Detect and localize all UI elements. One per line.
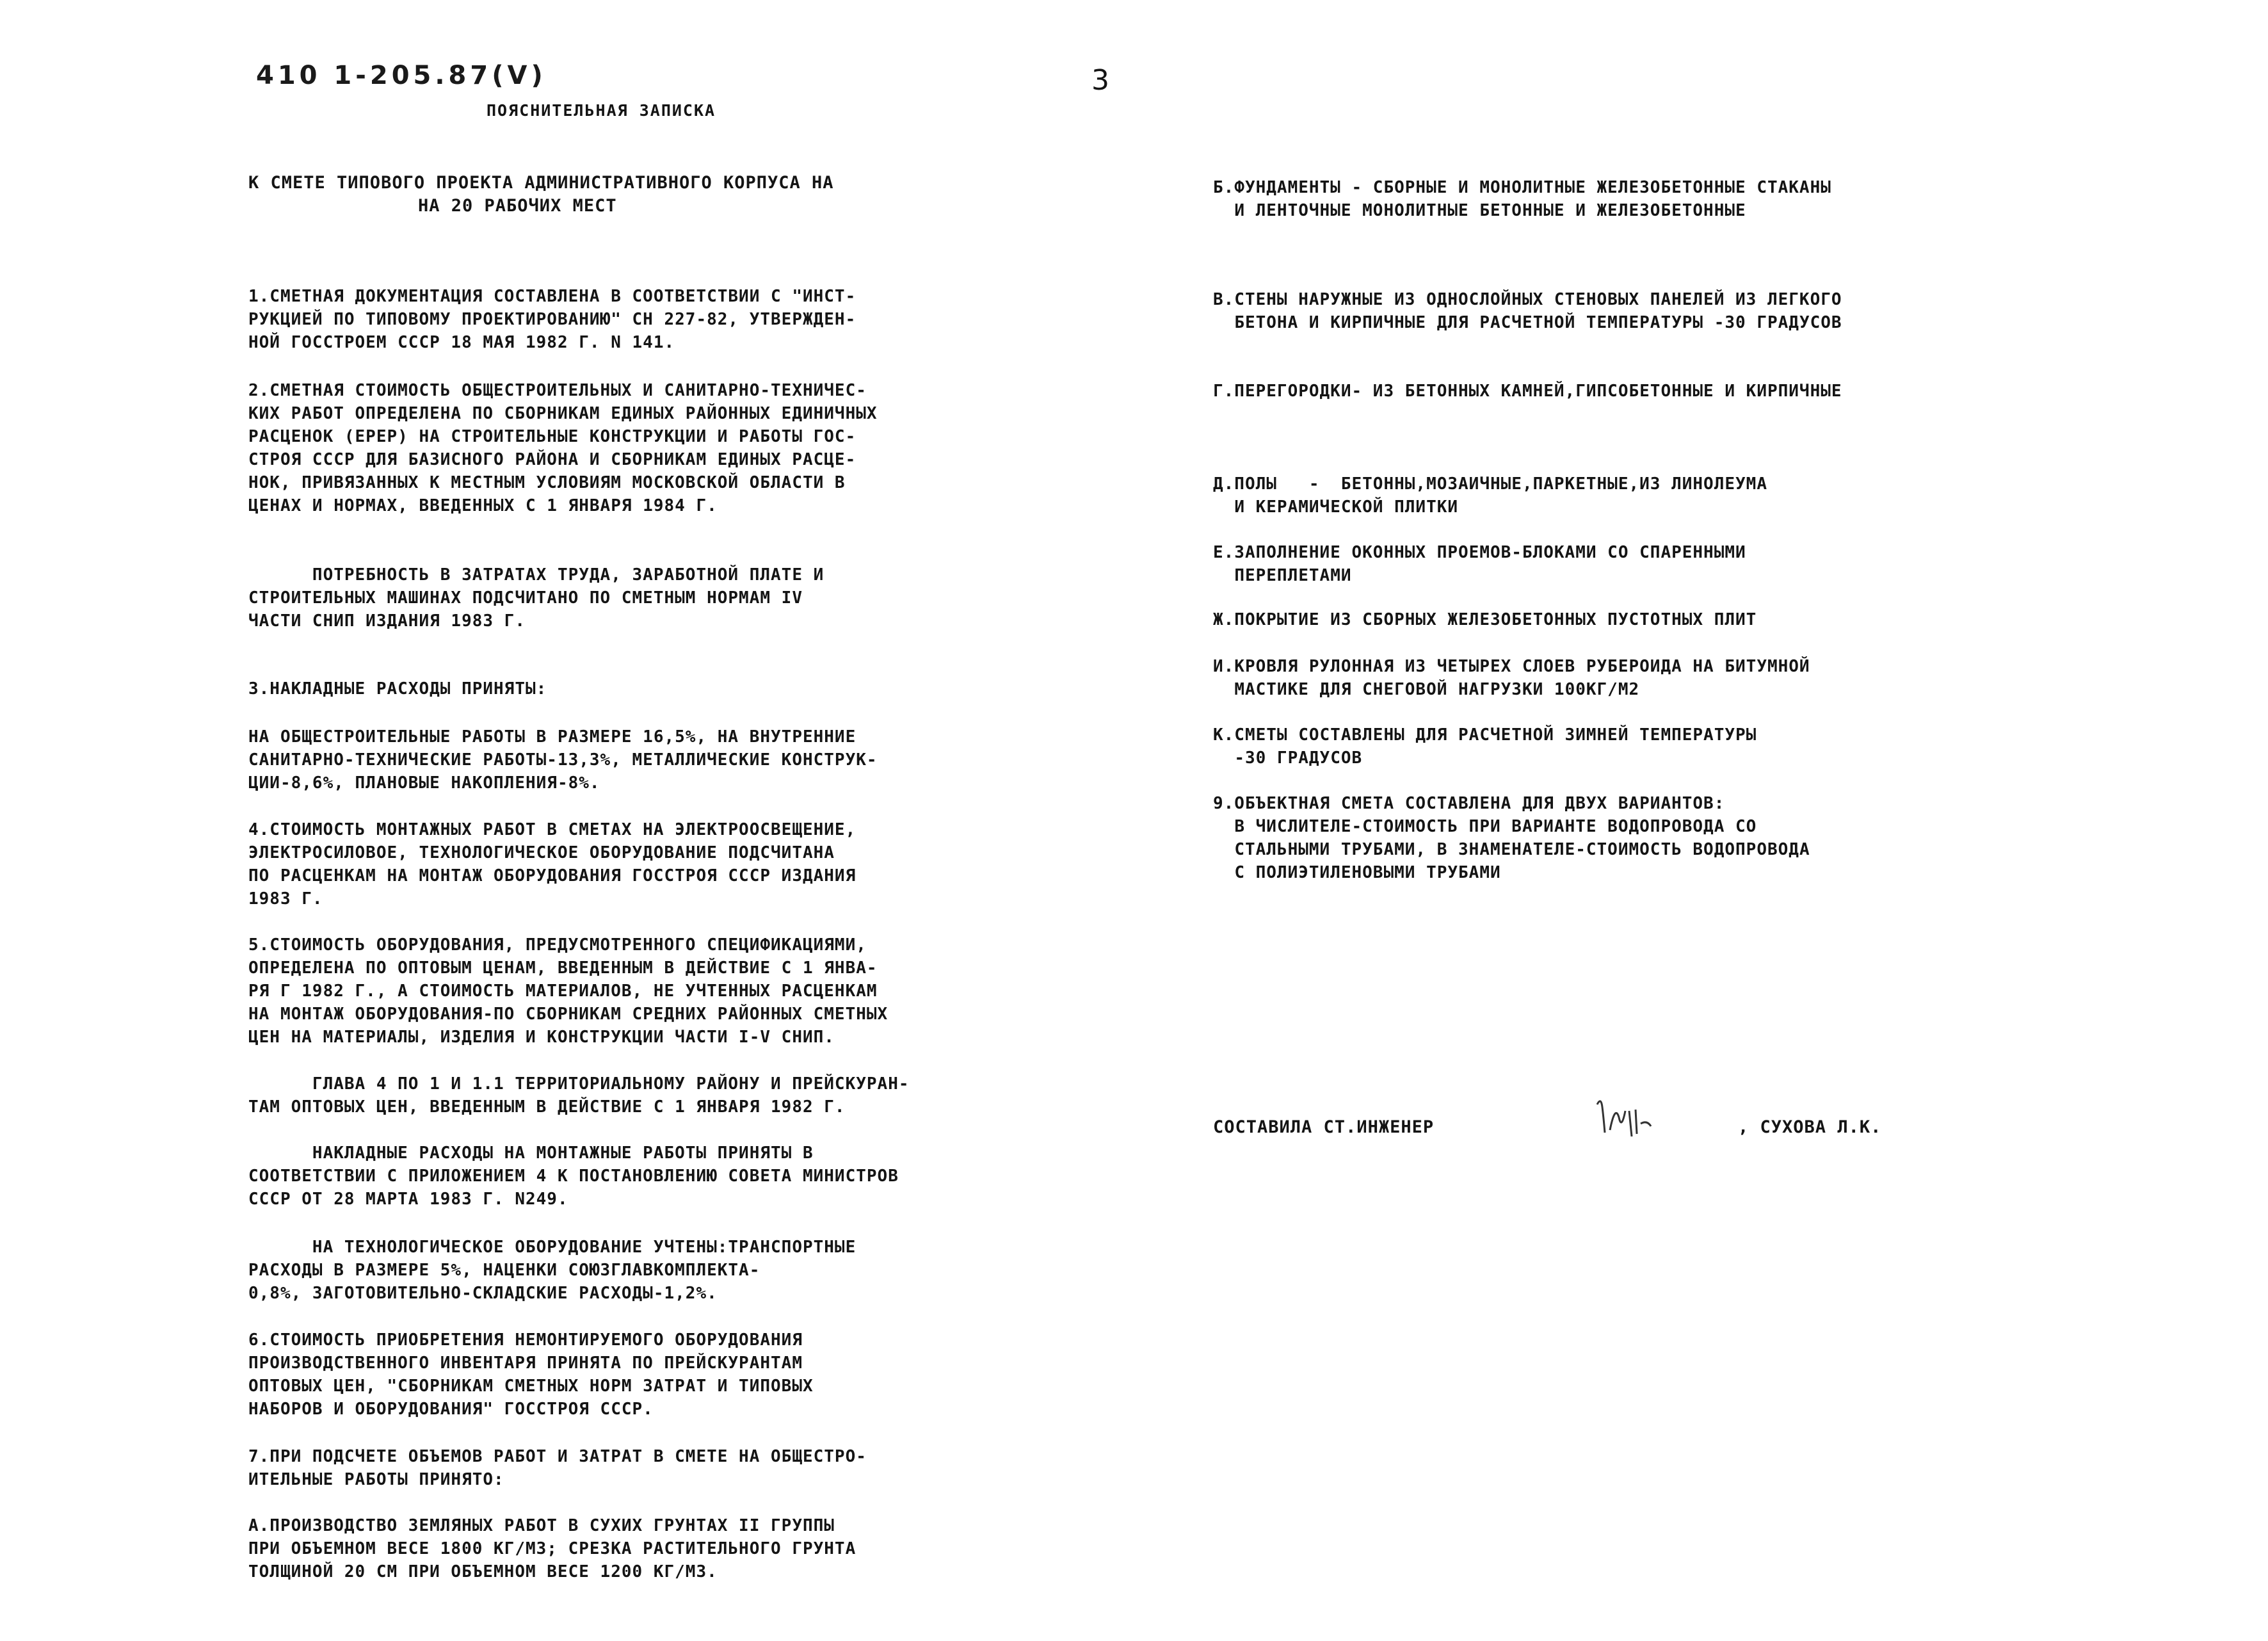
left-paragraph <box>248 1236 1119 1305</box>
paragraph-text: 2.СМЕТНАЯ СТОИМОСТЬ ОБЩЕСТРОИТЕЛЬНЫХ И САНИТАРНО-ТЕХНИЧЕС- КИХ РАБОТ ОПРЕДЕЛЕНА ПО СБОРНИКАМ ЕДИНЫХ РАЙОННЫХ ЕДИНИЧНЫХ РАСЦЕНОК (ЕРЕР) НА СТРОИТЕЛЬНЫЕ КОНСТРУКЦИИ И РАБОТЫ ГОС- СТРОЯ СССР ДЛЯ БАЗИСНОГО РАЙОНА И СБОРНИКАМ ЕДИНЫХ РАСЦЕ- НОК, ПРИВЯЗАННЫХ К МЕСТНЫМ УСЛОВИЯМ МОСКОВСКОЙ ОБЛАСТИ В ЦЕНАХ И НОРМАХ, ВВЕДЕННЫХ С 1 ЯНВАРЯ 1984 Г. <box>248 381 878 515</box>
right-paragraph <box>1213 176 2096 222</box>
left-paragraph <box>248 563 1119 633</box>
page-number: 3 <box>1091 64 1109 97</box>
paragraph-text: Б.ФУНДАМЕНТЫ - СБОРНЫЕ И МОНОЛИТНЫЕ ЖЕЛЕЗОБЕТОННЫЕ СТАКАНЫ И ЛЕНТОЧНЫЕ МОНОЛИТНЫЕ БЕТОННЫЕ И ЖЕЛЕЗОБЕТОННЫЕ <box>1213 178 1831 220</box>
left-paragraph <box>248 285 1119 354</box>
document-heading: ПОЯСНИТЕЛЬНАЯ ЗАПИСКА <box>487 101 716 120</box>
right-paragraph <box>1213 608 2096 631</box>
paragraph-text: НА ТЕХНОЛОГИЧЕСКОЕ ОБОРУДОВАНИЕ УЧТЕНЫ:ТРАНСПОРТНЫЕ РАСХОДЫ В РАЗМЕРЕ 5%, НАЦЕНКИ СОЮЗГЛАВКОМПЛЕКТА- 0,8%, ЗАГОТОВИТЕЛЬНО-СКЛАДСКИЕ РАСХОДЫ-1,2%. <box>248 1238 857 1303</box>
paragraph-text: 1.СМЕТНАЯ ДОКУМЕНТАЦИЯ СОСТАВЛЕНА В СООТВЕТСТВИИ С "ИНСТ- РУКЦИЕЙ ПО ТИПОВОМУ ПРОЕКТИРОВАНИЮ" СН 227-82, УТВЕРЖДЕН- НОЙ ГОССТРОЕМ СССР 18 МАЯ 1982 Г. N 141. <box>248 287 857 352</box>
paragraph-text: В.СТЕНЫ НАРУЖНЫЕ ИЗ ОДНОСЛОЙНЫХ СТЕНОВЫХ ПАНЕЛЕЙ ИЗ ЛЕГКОГО БЕТОНА И КИРПИЧНЫЕ ДЛЯ РАСЧЕТНОЙ ТЕМПЕРАТУРЫ -30 ГРАДУСОВ <box>1213 290 1842 332</box>
paragraph-text: 9.ОБЪЕКТНАЯ СМЕТА СОСТАВЛЕНА ДЛЯ ДВУХ ВАРИАНТОВ: В ЧИСЛИТЕЛЕ-СТОИМОСТЬ ПРИ ВАРИАНТЕ ВОДОПРОВОДА СО СТАЛЬНЫМИ ТРУБАМИ, В ЗНАМЕНАТЕЛЕ-СТОИМОСТЬ ВОДОПРОВОДА С ПОЛИЭТИЛЕНОВЫМИ ТРУБАМИ <box>1213 794 1810 882</box>
document-title <box>248 172 1081 218</box>
right-paragraph <box>1213 473 2096 519</box>
paragraph-text: 5.СТОИМОСТЬ ОБОРУДОВАНИЯ, ПРЕДУСМОТРЕННОГО СПЕЦИФИКАЦИЯМИ, ОПРЕДЕЛЕНА ПО ОПТОВЫМ ЦЕНАМ, ВВЕДЕННЫМ В ДЕЙСТВИЕ С 1 ЯНВА- РЯ Г 1982 Г., А СТОИМОСТЬ МАТЕРИАЛОВ, НЕ УЧТЕННЫХ РАСЦЕНКАМ НА МОНТАЖ ОБОРУДОВАНИЯ-ПО СБОРНИКАМ СРЕДНИХ РАЙОННЫХ СМЕТНЫХ ЦЕН НА МАТЕРИАЛЫ, ИЗДЕЛИЯ И КОНСТРУКЦИИ ЧАСТИ I-V СНИП. <box>248 935 889 1047</box>
paragraph-text: 7.ПРИ ПОДСЧЕТЕ ОБЪЕМОВ РАБОТ И ЗАТРАТ В СМЕТЕ НА ОБЩЕСТРО- ИТЕЛЬНЫЕ РАБОТЫ ПРИНЯТО: <box>248 1447 867 1489</box>
left-paragraph <box>248 1142 1119 1211</box>
paragraph-text: Д.ПОЛЫ - БЕТОННЫ,МОЗАИЧНЫЕ,ПАРКЕТНЫЕ,ИЗ ЛИНОЛЕУМА И КЕРАМИЧЕСКОЙ ПЛИТКИ <box>1213 474 1767 517</box>
paragraph-text: Г.ПЕРЕГОРОДКИ- ИЗ БЕТОННЫХ КАМНЕЙ,ГИПСОБЕТОННЫЕ И КИРПИЧНЫЕ <box>1213 382 1842 401</box>
handwritten-signature-icon <box>1591 1092 1680 1149</box>
right-paragraph <box>1213 380 2096 403</box>
paragraph-text: И.КРОВЛЯ РУЛОННАЯ ИЗ ЧЕТЫРЕХ СЛОЕВ РУБЕРОИДА НА БИТУМНОЙ МАСТИКЕ ДЛЯ СНЕГОВОЙ НАГРУЗКИ 100КГ/М2 <box>1213 657 1810 699</box>
paragraph-text: 4.СТОИМОСТЬ МОНТАЖНЫХ РАБОТ В СМЕТАХ НА ЭЛЕКТРООСВЕЩЕНИЕ, ЭЛЕКТРОСИЛОВОЕ, ТЕХНОЛОГИЧЕСКОЕ ОБОРУДОВАНИЕ ПОДСЧИТАНА ПО РАСЦЕНКАМ НА МОНТАЖ ОБОРУДОВАНИЯ ГОССТРОЯ СССР ИЗДАНИЯ 1983 Г. <box>248 820 857 909</box>
paragraph-text: К.СМЕТЫ СОСТАВЛЕНЫ ДЛЯ РАСЧЕТНОЙ ЗИМНЕЙ ТЕМПЕРАТУРЫ -30 ГРАДУСОВ <box>1213 725 1757 768</box>
paragraph-text: НА ОБЩЕСТРОИТЕЛЬНЫЕ РАБОТЫ В РАЗМЕРЕ 16,5%, НА ВНУТРЕННИЕ САНИТАРНО-ТЕХНИЧЕСКИЕ РАБОТЫ-13,3%, МЕТАЛЛИЧЕСКИЕ КОНСТРУК- ЦИИ-8,6%, ПЛАНОВЫЕ НАКОПЛЕНИЯ-8%. <box>248 727 878 793</box>
left-paragraph <box>248 818 1119 910</box>
paragraph-text: ПОТРЕБНОСТЬ В ЗАТРАТАХ ТРУДА, ЗАРАБОТНОЙ ПЛАТЕ И СТРОИТЕЛЬНЫХ МАШИНАХ ПОДСЧИТАНО ПО СМЕТНЫМ НОРМАМ IV ЧАСТИ СНИП ИЗДАНИЯ 1983 Г. <box>248 565 824 631</box>
left-paragraph <box>248 1445 1119 1491</box>
left-paragraph <box>248 725 1119 795</box>
paragraph-text: Ж.ПОКРЫТИЕ ИЗ СБОРНЫХ ЖЕЛЕЗОБЕТОННЫХ ПУСТОТНЫХ ПЛИТ <box>1213 610 1757 629</box>
right-paragraph <box>1213 655 2096 701</box>
paragraph-text: ГЛАВА 4 ПО 1 И 1.1 ТЕРРИТОРИАЛЬНОМУ РАЙОНУ И ПРЕЙСКУРАН- ТАМ ОПТОВЫХ ЦЕН, ВВЕДЕННЫМ В ДЕЙСТВИЕ С 1 ЯНВАРЯ 1982 Г. <box>248 1074 910 1117</box>
paragraph-text: 6.СТОИМОСТЬ ПРИОБРЕТЕНИЯ НЕМОНТИРУЕМОГО ОБОРУДОВАНИЯ ПРОИЗВОДСТВЕННОГО ИНВЕНТАРЯ ПРИНЯТА ПО ПРЕЙСКУРАНТАМ ОПТОВЫХ ЦЕН, "СБОРНИКАМ СМЕТНЫХ НОРМ ЗАТРАТ И ТИПОВЫХ НАБОРОВ И ОБОРУДОВАНИЯ" ГОССТРОЯ СССР. <box>248 1330 814 1419</box>
left-paragraph <box>248 1329 1119 1421</box>
right-paragraph <box>1213 723 2096 770</box>
title-line-1: К СМЕТЕ ТИПОВОГО ПРОЕКТА АДМИНИСТРАТИВНОГО КОРПУСА НА <box>248 173 834 193</box>
paragraph-text: 3.НАКЛАДНЫЕ РАСХОДЫ ПРИНЯТЫ: <box>248 679 547 699</box>
left-paragraph <box>248 379 1119 517</box>
right-paragraph <box>1213 288 2096 334</box>
paragraph-text: НАКЛАДНЫЕ РАСХОДЫ НА МОНТАЖНЫЕ РАБОТЫ ПРИНЯТЫ В СООТВЕТСТВИИ С ПРИЛОЖЕНИЕМ 4 К ПОСТАНОВЛЕНИЮ СОВЕТА МИНИСТРОВ СССР ОТ 28 МАРТА 1983 Г. N249. <box>248 1144 899 1209</box>
left-paragraph <box>248 1072 1119 1119</box>
paragraph-text: Е.ЗАПОЛНЕНИЕ ОКОННЫХ ПРОЕМОВ-БЛОКАМИ СО СПАРЕННЫМИ ПЕРЕПЛЕТАМИ <box>1213 543 1746 585</box>
right-paragraph <box>1213 792 2096 884</box>
signature-name: , СУХОВА Л.К. <box>1738 1117 1882 1137</box>
left-paragraph <box>248 677 1119 700</box>
title-line-2: НА 20 РАБОЧИХ МЕСТ <box>418 196 617 216</box>
signature-block <box>1213 1117 1981 1168</box>
paragraph-text: А.ПРОИЗВОДСТВО ЗЕМЛЯНЫХ РАБОТ В СУХИХ ГРУНТАХ II ГРУППЫ ПРИ ОБЪЕМНОМ ВЕСЕ 1800 КГ/М3; СРЕЗКА РАСТИТЕЛЬНОГО ГРУНТА ТОЛЩИНОЙ 20 СМ ПРИ ОБЪЕМНОМ ВЕСЕ 1200 КГ/М3. <box>248 1516 857 1581</box>
document-code: 410 1-205.87(V) <box>256 61 547 90</box>
right-paragraph <box>1213 541 2096 587</box>
signature-role: СОСТАВИЛА СТ.ИНЖЕНЕР <box>1213 1117 1435 1137</box>
left-paragraph <box>248 934 1119 1049</box>
left-paragraph <box>248 1514 1119 1583</box>
